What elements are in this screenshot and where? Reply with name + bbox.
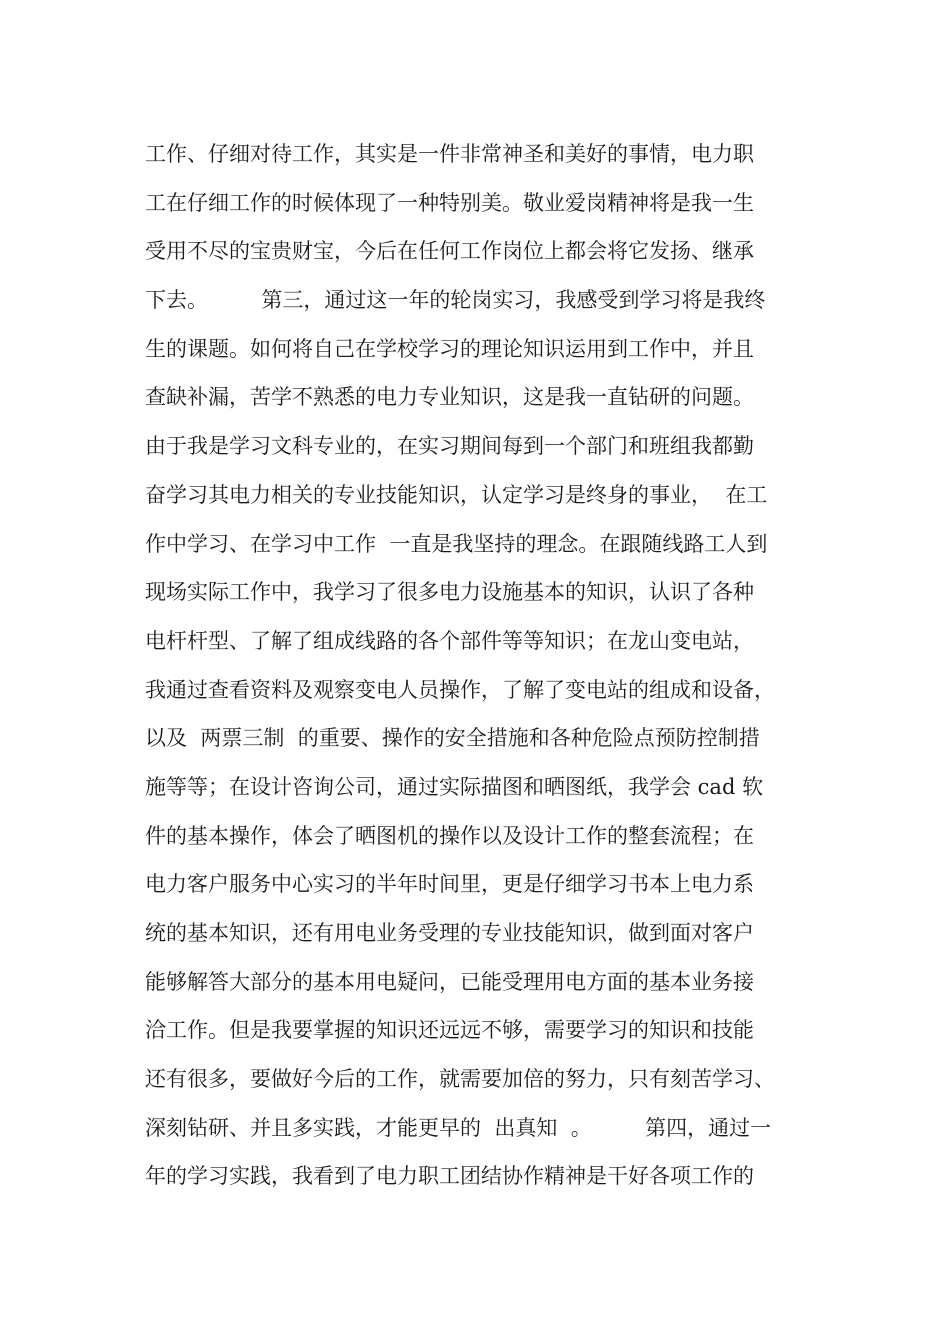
text-line: 统的基本知识，还有用电业务受理的专业技能知识，做到面对客户 <box>145 921 754 945</box>
text-line: 年的学习实践，我看到了电力职工团结协作精神是干好各项工作的 <box>145 1164 754 1189</box>
text-line: 能够解答大部分的基本用电疑问，已能受理用电方面的基本业务接 <box>145 969 754 994</box>
text-line: 作中学习、在学习中工作 一直是我坚持的理念。在跟随线路工人到 <box>145 531 768 556</box>
text-line: 查缺补漏，苦学不熟悉的电力专业知识，这是我一直钻研的问题。 <box>145 385 754 410</box>
text-line: 电力客户服务中心实习的半年时间里，更是仔细学习书本上电力系 <box>145 872 754 897</box>
text-line: 施等等；在设计咨询公司，通过实际描图和晒图纸，我学会 cad 软 <box>145 774 764 799</box>
text-line: 洽工作。但是我要掌握的知识还远远不够，需要学习的知识和技能 <box>145 1018 754 1043</box>
text-line: 现场实际工作中，我学习了很多电力设施基本的知识，认识了各种 <box>145 580 754 605</box>
text-line: 以及 两票三制 的重要、操作的安全措施和各种危险点预防控制措 <box>145 726 760 751</box>
text-line: 我通过查看资料及观察变电人员操作，了解了变电站的组成和设备， <box>145 677 775 702</box>
body-text <box>145 130 825 1201</box>
text-line: 由于我是学习文科专业的，在实习期间每到一个部门和班组我都勤 <box>145 434 754 459</box>
text-line: 还有很多，要做好今后的工作，就需要加倍的努力，只有刻苦学习、 <box>145 1067 775 1092</box>
text-line: 件的基本操作，体会了晒图机的操作以及设计工作的整套流程；在 <box>145 823 754 848</box>
text-line: 受用不尽的宝贵财宝，今后在任何工作岗位上都会将它发扬、继承 <box>145 239 754 264</box>
text-line: 奋学习其电力相关的专业技能知识，认定学习是终身的事业， 在工 <box>145 482 768 507</box>
text-line: 工在仔细工作的时候体现了一种特别美。敬业爱岗精神将是我一生 <box>145 190 754 215</box>
text-line: 电杆杆型、了解了组成线路的各个部件等等知识；在龙山变电站， <box>145 628 754 653</box>
text-line: 深刻钻研、并且多实践，才能更早的 出真知 。 第四，通过一 <box>145 1115 772 1140</box>
text-line: 生的课题。如何将自己在学校学习的理论知识运用到工作中，并且 <box>145 336 754 361</box>
text-line: 工作、仔细对待工作，其实是一件非常神圣和美好的事情，电力职 <box>145 142 754 166</box>
text-line: 下去。 第三，通过这一年的轮岗实习，我感受到学习将是我终 <box>145 288 766 313</box>
